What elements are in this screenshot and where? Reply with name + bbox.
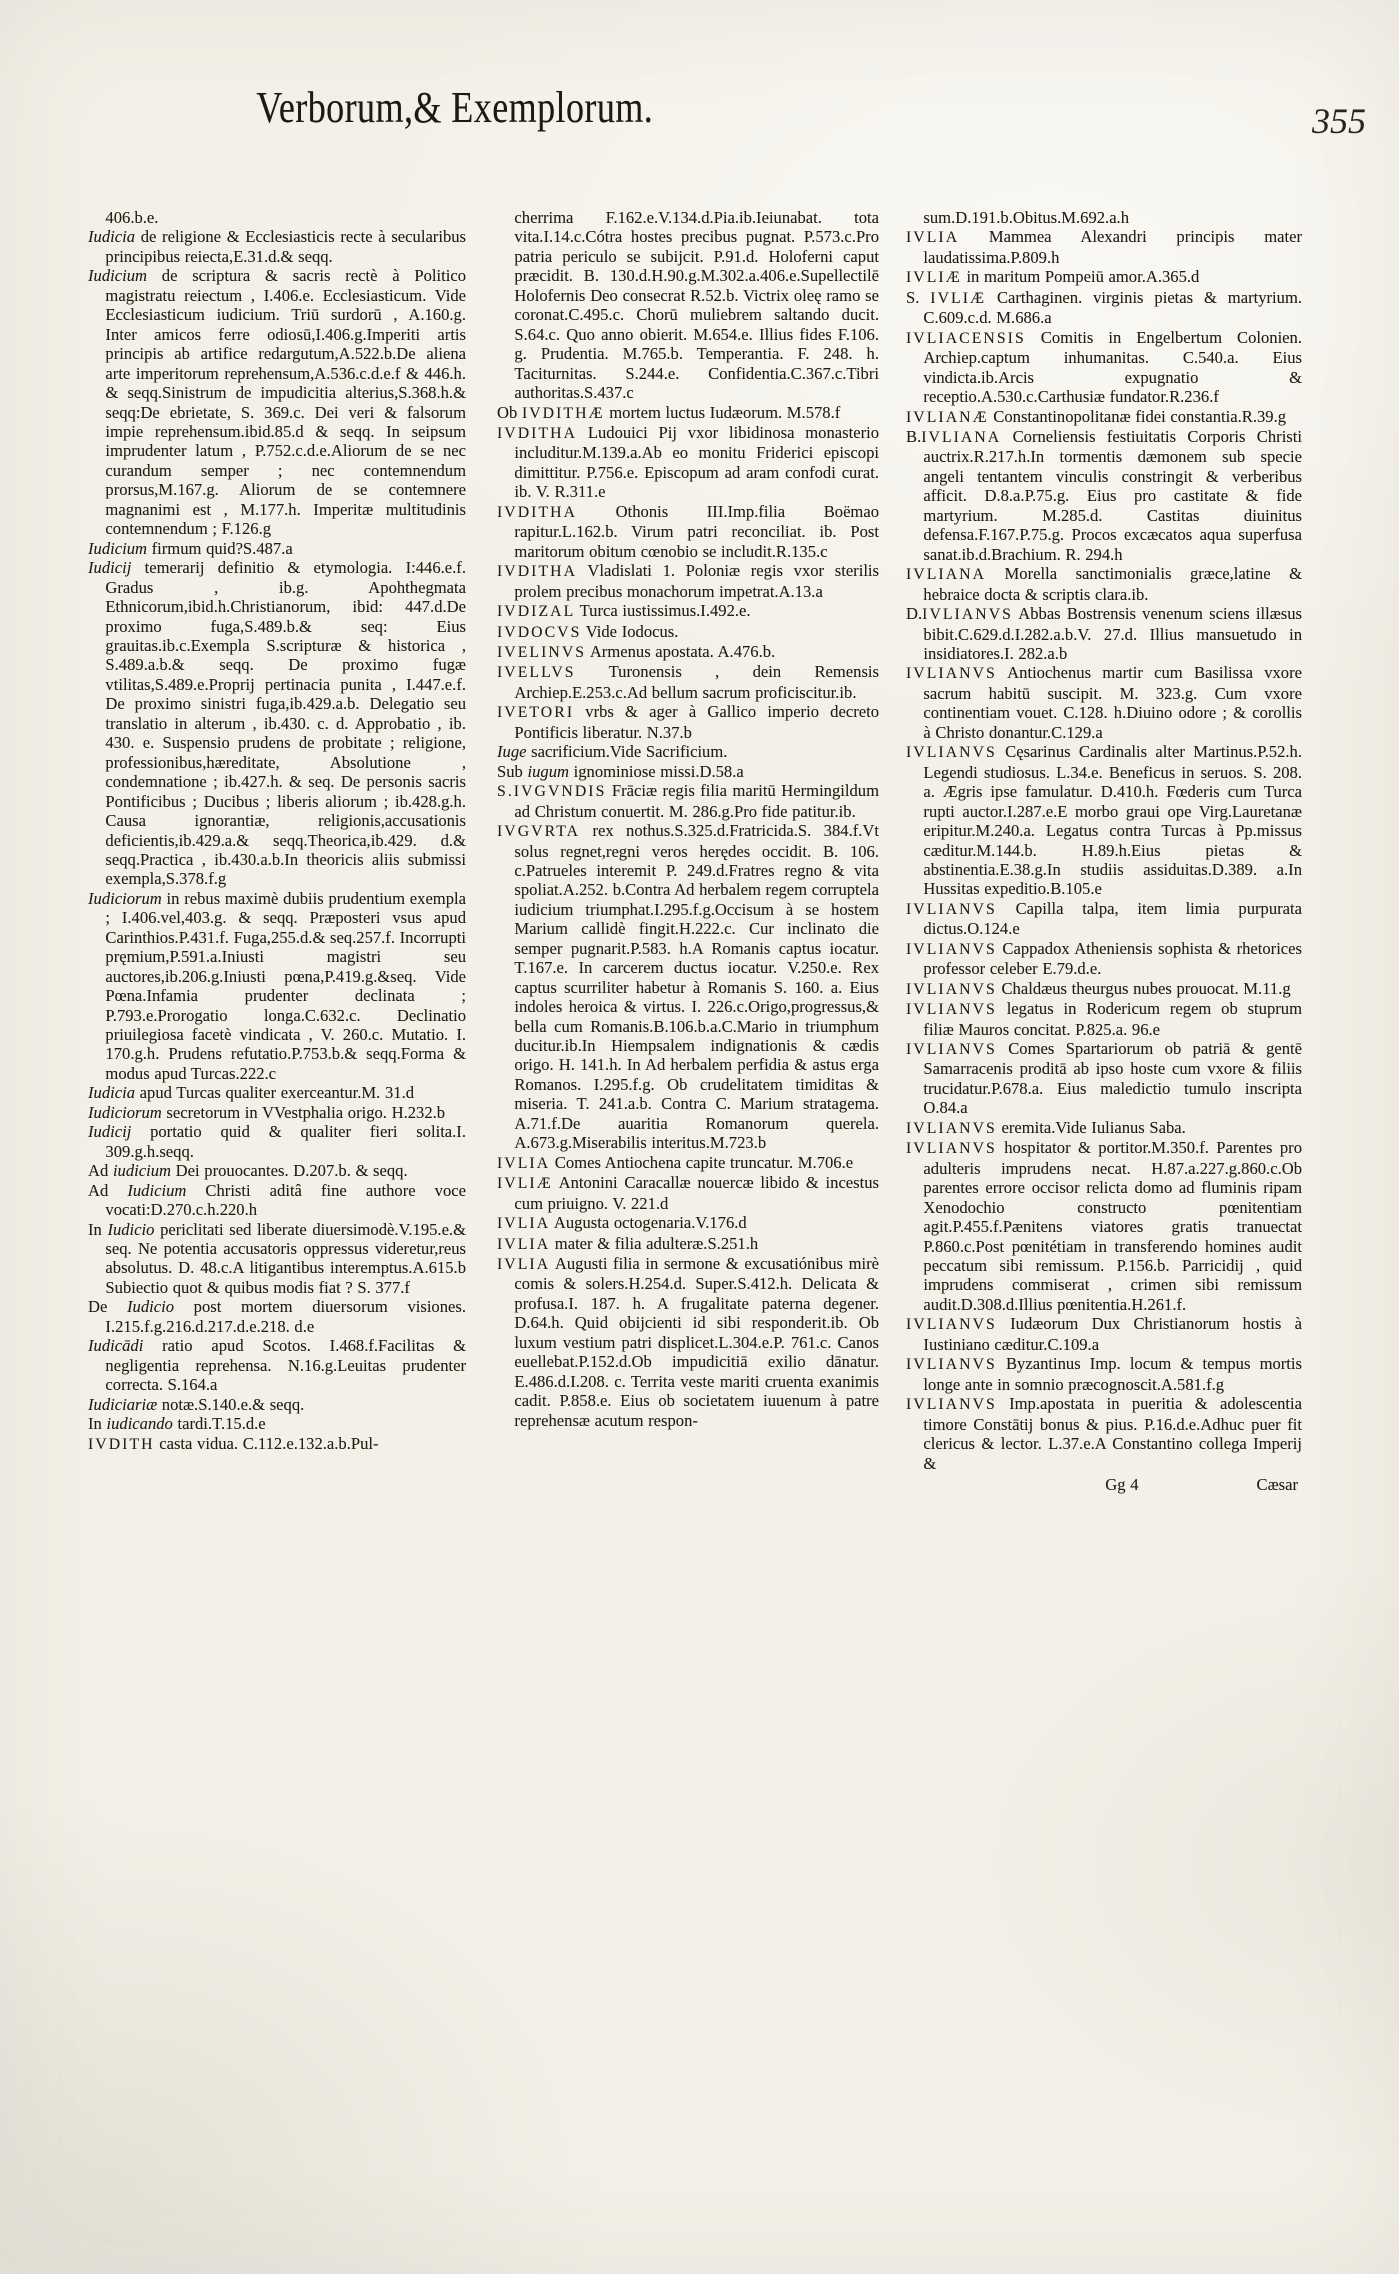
index-entry [906,1394,1302,1473]
index-entry [497,502,879,561]
entry-text: de religione & Ecclesiasticis recte à secularibus principibus reiecta,E.31.d.& seqq. [105,227,466,266]
index-entry [497,561,879,601]
entry-prefix: S. [906,287,931,307]
entry-text: legatus in Rodericum regem ob stuprum filiæ Mauros concitat. P.825.a. 96.e [923,999,1302,1039]
entry-headword: Iuge [497,742,527,762]
entry-headword: IVDOCVS [497,623,582,641]
entry-headword: IVLIA [497,1154,551,1172]
page-number: 355 [1312,101,1366,141]
index-entry [88,1083,466,1102]
entry-text: portatio quid & qualiter fieri solita.I. 309.g.h.seqq. [105,1122,466,1161]
index-entry [88,539,466,558]
entry-text: Antonini Caracallæ nouercæ libido & incestus cum priuigno. V. 221.d [514,1173,879,1213]
entry-headword: IVLIANVS [906,1356,997,1374]
index-entry [88,1336,466,1394]
index-entry [88,227,466,266]
entry-headword: IVLIANVS [906,980,997,998]
index-entry [88,1161,466,1180]
entry-text: Comes Spartariorum ob patriā & gentē Samarracenis proditā ab ipso hoste cum vxore & filiis trucidatur.P.678.a. Eius maledictio tumulo inscripta O.84.a [923,1039,1302,1118]
entry-headword: Iudicādi [88,1336,144,1356]
entry-headword: IVDIZAL [497,603,576,621]
index-entry [497,208,879,403]
index-entry [497,1153,879,1173]
entry-text: Constantinopolitanæ fidei constantia.R.39.g [988,406,1287,426]
index-entry [497,742,879,761]
index-entry [88,1122,466,1161]
entry-text: ratio apud Scotos. I.468.f.Facilitas & negligentia reprehensa. N.16.g.Leuitas prudenter correcta. S.164.a [105,1336,466,1395]
index-entry [88,208,466,227]
entry-text: sum.D.191.b.Obitus.M.692.a.h [923,208,1130,227]
entry-headword: IVLIANA [921,428,1002,446]
entry-headword: Iudicio [107,1219,155,1239]
entry-headword: IVLIÆ [906,269,962,287]
index-entry [497,702,879,742]
entry-headword: iugum [527,761,569,781]
running-header-title: Verborum,& Exemplorum. [256,83,654,132]
entry-text: Cęsarinus Cardinalis alter Martinus.P.52.h. Legendi studiosus. L.34.e. Beneficus in seruos. S. 208. a. Ægris ipse famulatur. D.410.h. Fœderis cum Turca rupti auctor.I.287.e.E morbo graui ope Virg.Lauretanæ eripitur.M.240.a. Legatus contra Turcas à Pp.missus cæditur.M.144.b. H.89.h.Eius pietas & abstinentia.E.38.g.In studiis assiduitas.D.389. a.In Hussitas expeditio.B.105.e [923,742,1302,899]
entry-text: in maritum Pompeiū amor.A.365.d [961,267,1200,287]
index-entry [88,1220,466,1298]
entry-text: periclitati sed liberate diuersimodè.V.195.e.& seq. Ne potentia accusatoris oppressus videretur,reus absolutus. D. 48.c.A litigantibus interemptus.A.615.b Subiectio quot & quibus modis fiat ? S. 377.f [105,1219,466,1297]
entry-prefix: In [88,1414,107,1434]
entry-headword: IVELINVS [497,643,587,661]
index-entry [906,979,1302,999]
entry-text: Comitis in Engelbertum Colonien. Archiep.captum inhumanitas. C.540.a. Eius vindicta.ib.Arcis expugnatio & receptio.A.530.c.Carthusiæ fundator.R.236.f [923,327,1302,407]
entry-text: Turonensis , dein Remensis Archiep.E.253.c.Ad bellum sacrum proficiscitur.ib. [514,662,879,702]
entry-text: Imp.apostata in pueritia & adolescentia timore Constātij bonus & pius. P.16.d.e.Adhuc puer fit clericus & lector. L.37.e.A Constantino collega Imperij & [923,1394,1302,1473]
entry-text: Comes Antiochena capite truncatur. M.706.e [550,1152,854,1172]
entry-headword: IVLIA [497,1235,551,1253]
index-entry [906,1118,1302,1138]
entry-text: casta vidua. C.112.e.132.a.b.Pul- [154,1433,379,1453]
entry-text: Vladislati 1. Poloniæ regis vxor sterilis prolem precibus monachorum impetrat.A.13.a [514,561,879,601]
entry-headword: IVLIA [497,1256,551,1274]
entry-headword: IVLIANVS [906,1119,997,1137]
entry-text: mater & filia adulteræ.S.251.h [550,1233,759,1253]
entry-prefix: Ob [497,402,522,422]
entry-headword: Iudicij [88,558,132,578]
entry-text: Ludouici Pij vxor libidinosa monasterio includitur.M.139.a.Ab eo monitu Friderici episcopi dimittitur. P.756.e. Episcopum ad aram confodi curat. ib. V. R.311.e [514,422,879,502]
entry-headword: IVLIANA [906,566,987,584]
entry-headword: IVDITHÆ [521,404,605,422]
entry-headword: IVLIANVS [906,900,997,918]
index-entry [497,821,879,1153]
index-entry [497,781,879,821]
entry-text: Mammea Alexandri principis mater laudatissima.P.809.h [923,227,1302,267]
entry-headword: IVLIANVS [906,940,997,958]
index-entry [906,208,1302,227]
index-entry [906,407,1302,427]
entry-headword: Iudicium [127,1180,187,1200]
entry-text: ignominiose missi.D.58.a [568,761,744,781]
signature-mark: Gg 4 [1105,1475,1139,1494]
index-entry [497,601,879,621]
index-entry [88,1297,466,1336]
entry-prefix: In [88,1219,108,1239]
index-entry [906,999,1302,1039]
entry-text: Chaldæus theurgus nubes prouocat. M.11.g [996,978,1291,998]
entry-text: vrbs & ager à Gallico imperio decreto Pontificis liberatur. N.37.b [514,702,879,742]
index-entry [88,1414,466,1433]
entry-text: Byzantinus Imp. locum & tempus mortis longe ante in somnio præcognoscit.A.581.f.g [923,1354,1302,1394]
entry-headword: IVLIANVS [906,1001,997,1019]
entry-text: 406.b.e. [105,208,159,227]
index-entry [906,227,1302,267]
entry-headword: IVLIANVS [906,1041,997,1059]
entry-headword: iudicando [106,1414,173,1434]
index-entry [88,1395,466,1414]
entry-text: apud Turcas qualiter exerceantur.M. 31.d [135,1083,415,1103]
entry-prefix: Ad [88,1180,128,1200]
entry-text: Othonis III.Imp.filia Boëmao rapitur.L.162.b. Virum patri reconciliat. ib. Post maritorum obitum cœnobio se includit.R.135.c [514,501,879,561]
entry-headword: IVLIA [906,229,960,247]
index-entry [88,558,466,889]
index-column-right [906,208,1302,1494]
entry-text: post mortem diuersorum visiones. I.215.f.g.216.d.217.d.e.218. d.e [105,1297,466,1336]
index-entry [906,1354,1302,1394]
index-entry [906,267,1302,287]
entry-headword: IVLIANÆ [906,408,989,426]
index-entry [906,742,1302,899]
entry-text: Dei prouocantes. D.207.b. & seqq. [171,1161,408,1181]
index-entry [497,1173,879,1213]
entry-text: Iudæorum Dux Christianorum hostis à Iustiniano cæditur.C.109.a [923,1314,1302,1354]
index-entry [906,1039,1302,1118]
index-entry [497,622,879,642]
entry-prefix: B. [906,426,922,446]
entry-text: Turca iustissimus.I.492.e. [575,601,751,621]
entry-text: firmum quid?S.487.a [147,538,293,558]
entry-headword: IVDITHA [497,563,578,581]
entry-text: Capilla talpa, item limia purpurata dictus.O.124.e [923,898,1302,939]
index-entry [906,899,1302,939]
index-entry [497,423,879,502]
index-entry [906,604,1302,663]
entry-text: notæ.S.140.e.& seqq. [157,1394,305,1414]
entry-prefix: D. [906,604,923,624]
entry-text: temerarij definitio & etymologia. I:446.e.f. Gradus , ib.g. Apohthegmata Ethnicorum,ibid.h.Christianorum, ibid: 447.d.De proximo fuga,S.489.b.& seq: Eius grauitas.ib.c.Exempla S.scripturæ & historica , S.489.a.b.& seqq. De proximo fugæ vtilitas,S.489.e.Proprij pertinacia punita , I.447.e.f. De proximo sinistri fuga,ib.429.a.b. Delegatio seu translatio in alterum , ib.430. c. d. Approbatio , ib. 430. e. Suspensio prudens de probitate ; religione, professionibus,hæreditate, Absolutione , condemnatione ; ib.427.h. & seq. De personis sacris Pontificibus ; Ducibus ; liberis aliorum ; ib.428.g.h. Causa ignorantiæ, religionis,accusationis deficientis,ib.429.a.& seqq.Theorica,ib.429. d.& seqq.Practica , ib.430.a.b.In theoricis aliis submissi exempla,S.378.f.g [105,558,466,889]
entry-text: tardi.T.15.d.e [172,1414,266,1434]
page-footer [906,1475,1302,1494]
entry-headword: IVETORI [497,704,575,722]
index-entry [906,427,1302,564]
entry-text: eremita.Vide Iulianus Saba. [996,1117,1186,1137]
entry-text: cherrima F.162.e.V.134.d.Pia.ib.Ieiunabat. tota vita.I.14.c.Cótra hostes precibus pugnat. P.573.c.Pro patria periculo se subijcit. P.91.d. Holoferni caput præcidit. B. 130.d.H.90.g.M.302.a.406.e.Supellectilē Holofernis Deo consecrat R.52.b. Victrix oleę ramo se coronat.C.495.c. Chorū muliebrem saltando ducit. S.64.c. Quo anno obierit. M.654.e. Illius fides F.106. g. Prudentia. M.765.b. Temperantia. F. 248. h. Taciturnitas. S.244.e. Confidentia.C.367.c.Tibri authoritas.S.437.c [514,208,879,403]
entry-text: Frāciæ regis filia maritū Hermingildum ad Christum conuertit. M. 286.g.Pro fide patitur.ib. [514,781,879,821]
entry-text: de scriptura & sacris rectè à Politico magistratu reiectum , I.406.e. Ecclesiasticum. Vide Ecclesiasticum iudicium. Triū surdorū , A.160.g. Inter amicos ferre odiosū,I.406.g.Imperiti artis principis ab artifice redargutum,A.522.b.De aliena arte imperitorum reprehensum,A.536.c.d.e.f & 446.h. & seqq.Sinistrum de impudicitia alterius,S.368.h.& seqq:De ebrietate, S. 369.c. Dei veri & falsorum impie reprehensum.ibid.85.d & seqq. In seipsum imprudenter latum , P.752.c.d.e.Aliorum de se nec curandum semper ; nec contemnendum prorsus,M.167.g. Aliorum de se contemnere magnanimi est , M.177.h. Imperitæ multitudinis contemnendum ; F.126.g [105,266,466,539]
index-entry [497,1213,879,1233]
entry-text: Augusta octogenaria.V.176.d [550,1213,747,1233]
entry-headword: IVLIÆ [497,1175,553,1193]
catchword: Cæsar [1256,1475,1298,1494]
entry-prefix: Sub [497,761,528,781]
entry-headword: IVLIANVS [906,665,997,683]
entry-headword: IVGVRTA [497,823,581,841]
index-entry [88,1181,466,1220]
index-entry [88,1434,466,1454]
index-entry [906,1314,1302,1354]
index-entry [906,288,1302,328]
entry-headword: Iudicia [88,227,136,247]
index-entry [497,1254,879,1430]
entry-headword: iudicium [112,1161,172,1181]
entry-headword: IVLIANVS [906,1316,997,1334]
entry-headword: IVLIA [497,1215,551,1233]
index-entry [497,762,879,781]
entry-text: Christi aditâ fine authore voce vocati:D.270.c.h.220.h [105,1180,466,1220]
entry-headword: Iudicio [127,1297,175,1317]
entry-text: Vide Iodocus. [581,621,679,641]
entry-headword: Iudicij [88,1122,132,1142]
index-entry [497,1234,879,1254]
index-entry [906,1138,1302,1314]
index-entry [906,939,1302,979]
entry-text: Augusti filia in sermone & excusatiónibus mirè comis & solers.H.254.d. Super.S.412.h. Delicata & profusa.I. 187. h. A frugalitate paterna degener. D.64.h. Quid obijcienti id sibi responderit.ib. Ob luxum vestium patri displicet.L.304.e.P. 761.c. Canos euellebat.P.152.d.Ob impudicitiā exilio dānatur. E.486.d.I.208. c. Territa veste mariti cruenta exanimis cadit. P.858.e. Eius ob societatem iuuenum à patre reprehensæ acutum respon- [514,1254,879,1430]
index-entry [906,328,1302,407]
entry-text: Cappadox Atheniensis sophista & rhetorices professor celeber E.79.d.e. [923,938,1302,979]
entry-headword: S.IVGVNDIS [497,783,607,801]
entry-headword: IVLIACENSIS [906,329,1026,347]
entry-headword: Iudicia [88,1083,136,1103]
index-column-middle [497,208,879,1430]
entry-prefix: Ad [88,1161,113,1181]
entry-headword: IVDITH [88,1435,155,1453]
entry-text: mortem luctus Iudæorum. M.578.f [604,402,841,422]
index-entry [497,662,879,702]
entry-headword: Iudicium [88,266,147,286]
entry-headword: IVLIÆ [930,289,987,307]
index-entry [88,1103,466,1122]
entry-text: Armenus apostata. A.476.b. [586,641,776,661]
entry-headword: IVDITHA [497,503,578,521]
index-entry [497,642,879,662]
index-entry [906,663,1302,742]
entry-text: Antiochenus martir cum Basilissa vxore sacrum habitū suscipit. M. 323.g. Cum vxore continentiam vouet. C.128. h.Diuino odore ; & corollis à Christo donantur.C.129.a [923,663,1302,742]
entry-text: Abbas Bostrensis venenum sciens illæsus bibit.C.629.d.I.282.a.b.V. 27.d. Illius mansuetudo in insidiatores.I. 282.a.b [923,604,1302,663]
entry-headword: IVLIANVS [906,1396,997,1414]
index-entry [497,403,879,423]
index-entry [88,889,466,1084]
entry-text: in rebus maximè dubiis prudentium exempla ; I.406.vel,403.g. & seqq. Præposteri vsus apud Carinthios.P.431.f. Fuga,255.d.& seq.257.f. Incorrupti pręmium,P.591.a.Iniusti magistri seu auctores,ib.206.g.Iniusti pœna,P.419.g.&seq. Vide Pœna.Infamia prudenter declinata ; P.793.e.Prorogatio longa.C.632.c. Declinatio priuilegiosa facetè vindicata , V. 260.c. Mutatio. I. 170.g.h. Prudens refutatio.P.753.b.& seqq.Forma & modus apud Turcas.222.c [105,888,466,1083]
entry-text: rex nothus.S.325.d.Fratricida.S. 384.f.Vt solus regnet,regni veros herędes occidit. B. 106. c.Patrueles interemit P. 249.d.Fratres regno & vita spoliat.A.252. b.Contra Ad herbalem regem corruptela iudicium triumphat.I.295.f.g.Occisum à se hostem Marium callidè fingit.H.222.c. Cur inclinato die semper pugnarit.P.583. h.A Romanis captus iocatur. T.167.e. In carcerem ductus iocatur. V.250.e. Rex captus scurriliter habetur à Romanis S. 160. a. Eius indoles heroica & virtus. I. 226.c.Origo,progressus,& bella cum Romanis.B.106.b.a.C.Mario in triumphum ducitur.ib.In Hiempsalem indignationis & cædis origo. H. 141.h. In Ad herbalem perfidia & astus erga Romanos. I.295.f.g. Ob crudelitatem timiditas & miseria. T. 241.a.b. Contra C. Marium stratagema. A.71.f.De auaritia Romanorum querela. A.673.g.Miserabilis interitus.M.723.b [514,821,879,1153]
entry-text: Carthaginen. virginis pietas & martyrium. C.609.c.d. M.686.a [923,287,1303,328]
entry-headword: IVLIANVS [906,1140,997,1158]
entry-headword: IVDITHA [497,424,578,442]
entry-headword: IVELLVS [497,664,576,682]
entry-text: secretorum in VVestphalia origo. H.232.b [161,1102,446,1122]
index-entry [88,266,466,538]
entry-text: sacrificium.Vide Sacrificium. [526,742,728,762]
entry-headword: Iudiciorum [88,1102,162,1122]
entry-text: Corneliensis festiuitatis Corporis Christi auctrix.R.217.h.In tormentis dæmonem sub specie angeli tentantem vinculis constringit & verberibus afficit. D.8.a.P.75.g. Eius pro castitate & fide martyrium. M.285.d. Castitas diuinitus defensa.F.167.P.75.g. Procos excæcatos aqua superfusa sanat.ib.d.Brachium. R. 294.h [923,426,1302,564]
entry-headword: IVLIANVS [906,744,997,762]
entry-text: hospitator & portitor.M.350.f. Parentes pro adulteris imprudens necat. H.87.a.227.g.860.c.Ob parentes errore occisor relicta domo ad fluminis ripam Xenodochio constructo pœnitentiam agit.P.455.f.Pænitens viatores gratis tranuectat P.860.c.Post pœnitétiam in transferendo homines audit peccatum sibi remissum. P.156.b. Parricidij , quid imprudens commiserat , crimen sibi remissum audit.D.308.d.Illius pœnitentia.H.261.f. [923,1138,1302,1314]
entry-headword: Iudiciorum [88,888,162,908]
entry-headword: IVLIANVS [922,606,1013,624]
entry-text: Morella sanctimonialis græce,latine & hebraice docta & scriptis clara.ib. [923,564,1302,604]
index-column-left [88,208,466,1454]
entry-headword: Iudicium [88,538,147,558]
index-entry [906,564,1302,604]
entry-headword: Iudiciariæ [88,1394,158,1414]
entry-prefix: De [88,1297,127,1317]
